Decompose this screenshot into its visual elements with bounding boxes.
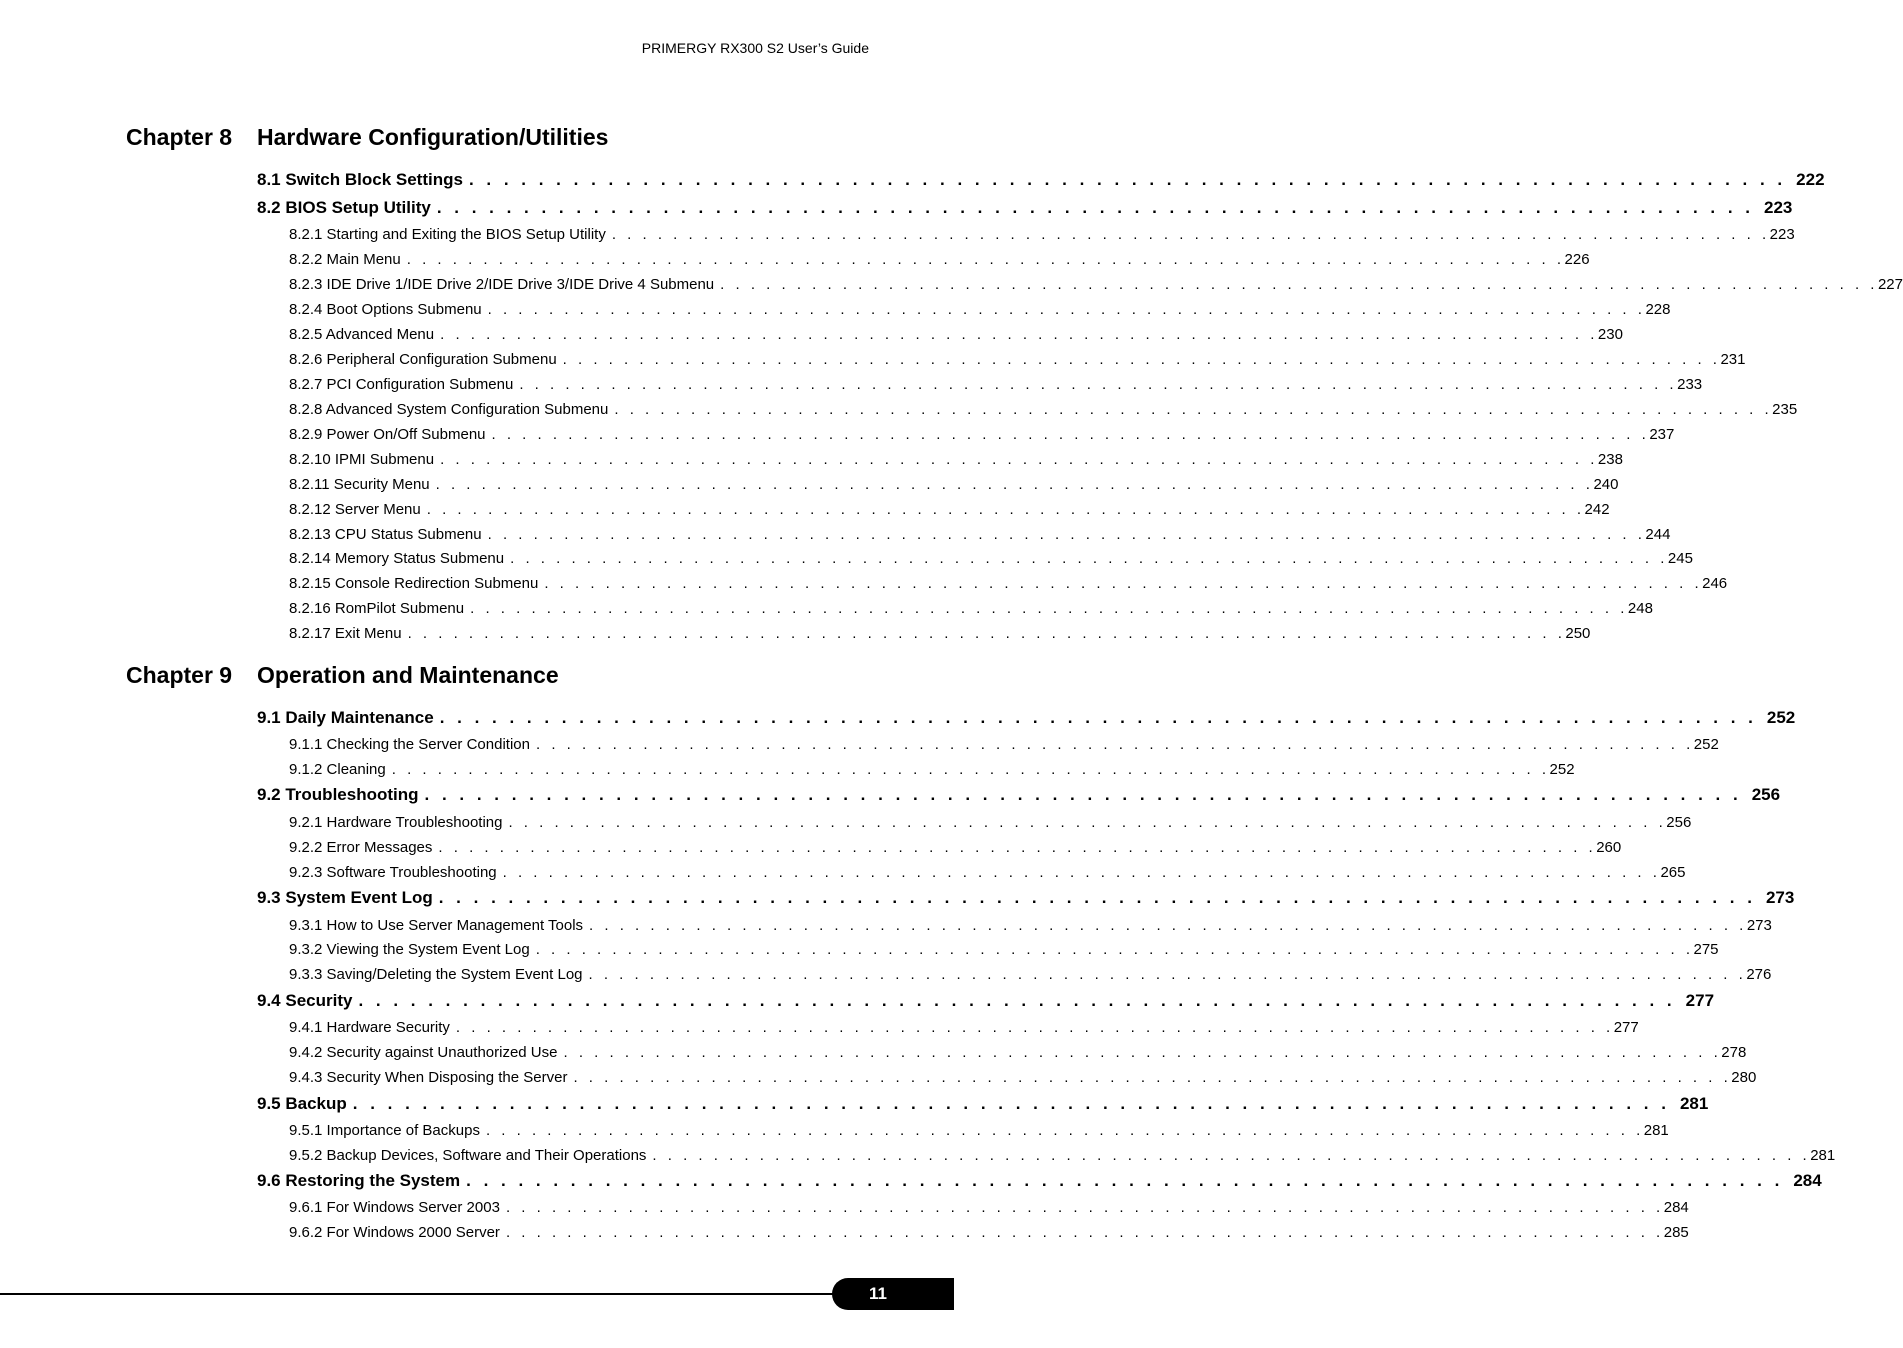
dot-leader: . . . . . . . . . . . . . . . . . . . . . . . . . . . . . . . . . . . . . . . . . . . . . . . . . . . . . . . . . . . . . . . . . . . . . . . . . . . . [535, 941, 1694, 958]
toc-entry-label: 9.3.1 How to Use Server Management Tools [289, 917, 584, 934]
dot-leader: . . . . . . . . . . . . . . . . . . . . . . . . . . . . . . . . . . . . . . . . . . . . . . . . . . . . . . . . . . . . . . . . . . . . . . . . . . . . [438, 839, 1597, 856]
toc-entry-label: 8.2.3 IDE Drive 1/IDE Drive 2/IDE Drive 3/IDE Drive 4 Submenu [289, 276, 715, 293]
toc-subsection-entry[interactable] [289, 526, 1671, 543]
toc-entry-label: 8.2.4 Boot Options Submenu [289, 301, 482, 318]
dot-leader: . . . . . . . . . . . . . . . . . . . . . . . . . . . . . . . . . . . . . . . . . . . . . . . . . . . . . . . . . . . . . . . . . . . . . . . . . . . . [406, 251, 1565, 268]
toc-entry-page: 248 [1627, 600, 1653, 617]
toc-entry-label: 9.4 Security [257, 991, 353, 1010]
dot-leader: . . . . . . . . . . . . . . . . . . . . . . . . . . . . . . . . . . . . . . . . . . . . . . . . . . . . . . . . . . . . . . . . . . . . . . . . . . . . [426, 501, 1585, 518]
toc-subsection-entry[interactable] [289, 301, 1671, 318]
toc-subsection-entry[interactable] [289, 625, 1591, 642]
running-header: PRIMERGY RX300 S2 User’s Guide [641, 40, 869, 56]
toc-entry-page: 277 [1613, 1019, 1639, 1036]
toc-entry-page: 284 [1663, 1199, 1689, 1216]
dot-leader: . . . . . . . . . . . . . . . . . . . . . . . . . . . . . . . . . . . . . . . . . . . . . . . . . . . . . . . . . . . . . . . . . . . . . . . . . . . . [440, 451, 1598, 468]
toc-entry-page: 281 [1810, 1147, 1836, 1164]
toc-entry-page: 222 [1796, 170, 1825, 189]
toc-subsection-entry[interactable] [289, 1069, 1757, 1086]
dot-leader: . . . . . . . . . . . . . . . . . . . . . . . . . . . . . . . . . . . . . . . . . . . . . . . . . . . . . . . . . . . . . . . . . . . . . . . . . . . . [614, 401, 1773, 418]
chapter-heading [126, 124, 608, 151]
toc-entry-page: 284 [1793, 1171, 1822, 1190]
dot-leader: . . . . . . . . . . . . . . . . . . . . . . . . . . . . . . . . . . . . . . . . . . . . . . . . . . . . . . . . . . . . . . . . . . . . . . . . . . . . [588, 966, 1747, 983]
dot-leader: . . . . . . . . . . . . . . . . . . . . . . . . . . . . . . . . . . . . . . . . . . . . . . . . . . . . . . . . . . . . . . . . . . . . . . . . . . . . [435, 476, 1594, 493]
dot-leader: . . . . . . . . . . . . . . . . . . . . . . . . . . . . . . . . . . . . . . . . . . . . . . . . . . . . . . . . . . . . . . . . . . . . . . . . . . . . [436, 198, 1755, 217]
dot-leader: . . . . . . . . . . . . . . . . . . . . . . . . . . . . . . . . . . . . . . . . . . . . . . . . . . . . . . . . . . . . . . . . . . . . . . . . . . . . [358, 991, 1676, 1010]
toc-entry-page: 245 [1667, 550, 1693, 567]
toc-entry-page: 223 [1769, 226, 1795, 243]
toc-entry-page: 256 [1751, 785, 1781, 804]
toc-entry-label: 8.2.6 Peripheral Configuration Submenu [289, 351, 557, 368]
toc-subsection-entry[interactable] [289, 226, 1795, 243]
toc-entry-page: 252 [1693, 736, 1719, 753]
toc-entry-label: 9.5.2 Backup Devices, Software and Their Operations [289, 1147, 647, 1164]
toc-subsection-entry[interactable] [289, 451, 1623, 468]
dot-leader: . . . . . . . . . . . . . . . . . . . . . . . . . . . . . . . . . . . . . . . . . . . . . . . . . . . . . . . . . . . . . . . . . . . . . . . . . . . . [391, 761, 1550, 778]
toc-entry-label: 9.3.3 Saving/Deleting the System Event Log [289, 966, 583, 983]
dot-leader: . . . . . . . . . . . . . . . . . . . . . . . . . . . . . . . . . . . . . . . . . . . . . . . . . . . . . . . . . . . . . . . . . . . . . . . . . . . . [573, 1069, 1732, 1086]
toc-section-entry[interactable] [257, 785, 1781, 805]
toc-section-entry[interactable] [257, 170, 1825, 190]
toc-entry-page: 250 [1565, 625, 1591, 642]
dot-leader: . . . . . . . . . . . . . . . . . . . . . . . . . . . . . . . . . . . . . . . . . . . . . . . . . . . . . . . . . . . . . . . . . . . . . . . . . . . . [535, 736, 1694, 753]
dot-leader: . . . . . . . . . . . . . . . . . . . . . . . . . . . . . . . . . . . . . . . . . . . . . . . . . . . . . . . . . . . . . . . . . . . . . . . . . . . . [352, 1094, 1670, 1113]
toc-entry-label: 9.1 Daily Maintenance [257, 708, 434, 727]
dot-leader: . . . . . . . . . . . . . . . . . . . . . . . . . . . . . . . . . . . . . . . . . . . . . . . . . . . . . . . . . . . . . . . . . . . . . . . . . . . . [519, 376, 1678, 393]
toc-section-entry[interactable] [257, 708, 1796, 728]
toc-entry-label: 8.2.13 CPU Status Submenu [289, 526, 482, 543]
dot-leader: . . . . . . . . . . . . . . . . . . . . . . . . . . . . . . . . . . . . . . . . . . . . . . . . . . . . . . . . . . . . . . . . . . . . . . . . . . . . [407, 625, 1566, 642]
dot-leader: . . . . . . . . . . . . . . . . . . . . . . . . . . . . . . . . . . . . . . . . . . . . . . . . . . . . . . . . . . . . . . . . . . . . . . . . . . . . [502, 864, 1661, 881]
toc-subsection-entry[interactable] [289, 426, 1675, 443]
toc-subsection-entry[interactable] [289, 966, 1772, 983]
toc-entry-page: 228 [1645, 301, 1671, 318]
toc-entry-page: 278 [1721, 1044, 1747, 1061]
toc-entry-page: 252 [1549, 761, 1575, 778]
toc-subsection-entry[interactable] [289, 1019, 1639, 1036]
dot-leader: . . . . . . . . . . . . . . . . . . . . . . . . . . . . . . . . . . . . . . . . . . . . . . . . . . . . . . . . . . . . . . . . . . . . . . . . . . . . [439, 708, 1757, 727]
toc-entry-page: 244 [1645, 526, 1671, 543]
toc-entry-page: 280 [1731, 1069, 1757, 1086]
toc-entry-page: 235 [1772, 401, 1798, 418]
dot-leader: . . . . . . . . . . . . . . . . . . . . . . . . . . . . . . . . . . . . . . . . . . . . . . . . . . . . . . . . . . . . . . . . . . . . . . . . . . . . [611, 226, 1770, 243]
dot-leader: . . . . . . . . . . . . . . . . . . . . . . . . . . . . . . . . . . . . . . . . . . . . . . . . . . . . . . . . . . . . . . . . . . . . . . . . . . . . [508, 814, 1667, 831]
toc-entry-label: 8.2.9 Power On/Off Submenu [289, 426, 486, 443]
dot-leader: . . . . . . . . . . . . . . . . . . . . . . . . . . . . . . . . . . . . . . . . . . . . . . . . . . . . . . . . . . . . . . . . . . . . . . . . . . . . [544, 575, 1703, 592]
toc-entry-page: 276 [1746, 966, 1772, 983]
dot-leader: . . . . . . . . . . . . . . . . . . . . . . . . . . . . . . . . . . . . . . . . . . . . . . . . . . . . . . . . . . . . . . . . . . . . . . . . . . . . [466, 1171, 1784, 1190]
chapter-title: Operation and Maintenance [257, 662, 559, 688]
toc-entry-label: 9.6.1 For Windows Server 2003 [289, 1199, 500, 1216]
toc-subsection-entry[interactable] [289, 917, 1772, 934]
chapter-title: Hardware Configuration/Utilities [257, 124, 609, 150]
dot-leader: . . . . . . . . . . . . . . . . . . . . . . . . . . . . . . . . . . . . . . . . . . . . . . . . . . . . . . . . . . . . . . . . . . . . . . . . . . . . [424, 785, 1742, 804]
toc-entry-label: 8.2.14 Memory Status Submenu [289, 550, 505, 567]
toc-entry-label: 8.2.10 IPMI Submenu [289, 451, 435, 468]
dot-leader: . . . . . . . . . . . . . . . . . . . . . . . . . . . . . . . . . . . . . . . . . . . . . . . . . . . . . . . . . . . . . . . . . . . . . . . . . . . . [505, 1199, 1664, 1216]
dot-leader: . . . . . . . . . . . . . . . . . . . . . . . . . . . . . . . . . . . . . . . . . . . . . . . . . . . . . . . . . . . . . . . . . . . . . . . . . . . . [510, 550, 1668, 567]
toc-entry-label: 9.1.2 Cleaning [289, 761, 386, 778]
dot-leader: . . . . . . . . . . . . . . . . . . . . . . . . . . . . . . . . . . . . . . . . . . . . . . . . . . . . . . . . . . . . . . . . . . . . . . . . . . . . [440, 326, 1598, 343]
toc-entry-label: 8.2 BIOS Setup Utility [257, 198, 431, 217]
toc-entry-page: 275 [1693, 941, 1719, 958]
toc-subsection-entry[interactable] [289, 501, 1610, 518]
toc-section-entry[interactable] [257, 1171, 1822, 1191]
toc-subsection-entry[interactable] [289, 476, 1619, 493]
toc-subsection-entry[interactable] [289, 276, 1903, 293]
dot-leader: . . . . . . . . . . . . . . . . . . . . . . . . . . . . . . . . . . . . . . . . . . . . . . . . . . . . . . . . . . . . . . . . . . . . . . . . . . . . [455, 1019, 1614, 1036]
toc-entry-label: 8.2.17 Exit Menu [289, 625, 402, 642]
dot-leader: . . . . . . . . . . . . . . . . . . . . . . . . . . . . . . . . . . . . . . . . . . . . . . . . . . . . . . . . . . . . . . . . . . . . . . . . . . . . [720, 276, 1878, 293]
toc-entry-label: 9.1.1 Checking the Server Condition [289, 736, 530, 753]
toc-subsection-entry[interactable] [289, 839, 1622, 856]
toc-entry-page: 277 [1685, 991, 1715, 1010]
toc-entry-label: 8.1 Switch Block Settings [257, 170, 463, 189]
toc-entry-page: 281 [1643, 1122, 1669, 1139]
toc-entry-page: 273 [1746, 917, 1772, 934]
toc-subsection-entry[interactable] [289, 761, 1575, 778]
toc-subsection-entry[interactable] [289, 814, 1692, 831]
toc-entry-label: 9.6 Restoring the System [257, 1171, 461, 1190]
dot-leader: . . . . . . . . . . . . . . . . . . . . . . . . . . . . . . . . . . . . . . . . . . . . . . . . . . . . . . . . . . . . . . . . . . . . . . . . . . . . [562, 351, 1721, 368]
toc-entry-label: 9.6.2 For Windows 2000 Server [289, 1224, 500, 1241]
toc-section-entry[interactable] [257, 198, 1793, 218]
toc-entry-page: 252 [1766, 708, 1796, 727]
toc-entry-label: 8.2.5 Advanced Menu [289, 326, 435, 343]
dot-leader: . . . . . . . . . . . . . . . . . . . . . . . . . . . . . . . . . . . . . . . . . . . . . . . . . . . . . . . . . . . . . . . . . . . . . . . . . . . . [487, 526, 1646, 543]
toc-entry-page: 281 [1679, 1094, 1709, 1113]
toc-entry-label: 9.5.1 Importance of Backups [289, 1122, 480, 1139]
dot-leader: . . . . . . . . . . . . . . . . . . . . . . . . . . . . . . . . . . . . . . . . . . . . . . . . . . . . . . . . . . . . . . . . . . . . . . . . . . . . [468, 170, 1787, 189]
toc-entry-label: 9.4.3 Security When Disposing the Server [289, 1069, 568, 1086]
footer-rule [0, 1293, 840, 1295]
dot-leader: . . . . . . . . . . . . . . . . . . . . . . . . . . . . . . . . . . . . . . . . . . . . . . . . . . . . . . . . . . . . . . . . . . . . . . . . . . . . [485, 1122, 1644, 1139]
toc-entry-page: 273 [1765, 888, 1795, 907]
toc-entry-page: 238 [1597, 451, 1623, 468]
toc-entry-label: 9.4.1 Hardware Security [289, 1019, 450, 1036]
toc-subsection-entry[interactable] [289, 251, 1590, 268]
toc-subsection-entry[interactable] [289, 1199, 1689, 1216]
toc-entry-label: 9.2.2 Error Messages [289, 839, 433, 856]
dot-leader: . . . . . . . . . . . . . . . . . . . . . . . . . . . . . . . . . . . . . . . . . . . . . . . . . . . . . . . . . . . . . . . . . . . . . . . . . . . . [563, 1044, 1722, 1061]
toc-entry-page: 256 [1666, 814, 1692, 831]
toc-entry-label: 9.5 Backup [257, 1094, 347, 1113]
page-number: 11 [869, 1284, 887, 1303]
toc-entry-label: 9.3.2 Viewing the System Event Log [289, 941, 530, 958]
toc-entry-page: 226 [1564, 251, 1590, 268]
toc-entry-page: 246 [1702, 575, 1728, 592]
toc-entry-label: 9.2.1 Hardware Troubleshooting [289, 814, 503, 831]
toc-entry-page: 240 [1593, 476, 1619, 493]
toc-entry-label: 8.2.2 Main Menu [289, 251, 401, 268]
toc-entry-label: 8.2.7 PCI Configuration Submenu [289, 376, 514, 393]
toc-entry-page: 223 [1764, 198, 1793, 217]
toc-entry-label: 9.2.3 Software Troubleshooting [289, 864, 497, 881]
page-number-tab [832, 1278, 954, 1310]
toc-subsection-entry[interactable] [289, 1224, 1689, 1241]
toc-entry-label: 8.2.12 Server Menu [289, 501, 421, 518]
dot-leader: . . . . . . . . . . . . . . . . . . . . . . . . . . . . . . . . . . . . . . . . . . . . . . . . . . . . . . . . . . . . . . . . . . . . . . . . . . . . [652, 1147, 1811, 1164]
chapter-number: Chapter 9 [126, 662, 233, 688]
toc-entry-page: 233 [1677, 376, 1703, 393]
toc-entry-page: 231 [1720, 351, 1746, 368]
toc-subsection-entry[interactable] [289, 1147, 1836, 1164]
toc-entry-label: 9.4.2 Security against Unauthorized Use [289, 1044, 558, 1061]
dot-leader: . . . . . . . . . . . . . . . . . . . . . . . . . . . . . . . . . . . . . . . . . . . . . . . . . . . . . . . . . . . . . . . . . . . . . . . . . . . . [487, 301, 1646, 318]
toc-subsection-entry[interactable] [289, 864, 1686, 881]
toc-subsection-entry[interactable] [289, 376, 1703, 393]
dot-leader: . . . . . . . . . . . . . . . . . . . . . . . . . . . . . . . . . . . . . . . . . . . . . . . . . . . . . . . . . . . . . . . . . . . . . . . . . . . . [491, 426, 1650, 443]
toc-entry-label: 9.3 System Event Log [257, 888, 433, 907]
dot-leader: . . . . . . . . . . . . . . . . . . . . . . . . . . . . . . . . . . . . . . . . . . . . . . . . . . . . . . . . . . . . . . . . . . . . . . . . . . . . [589, 917, 1747, 934]
dot-leader: . . . . . . . . . . . . . . . . . . . . . . . . . . . . . . . . . . . . . . . . . . . . . . . . . . . . . . . . . . . . . . . . . . . . . . . . . . . . [505, 1224, 1664, 1241]
toc-section-entry[interactable] [257, 888, 1795, 908]
toc-entry-label: 9.2 Troubleshooting [257, 785, 419, 804]
toc-entry-label: 8.2.8 Advanced System Configuration Submenu [289, 401, 609, 418]
chapter-heading [126, 662, 559, 689]
toc-entry-label: 8.2.15 Console Redirection Submenu [289, 575, 539, 592]
toc-subsection-entry[interactable] [289, 326, 1623, 343]
toc-section-entry[interactable] [257, 1094, 1709, 1114]
toc-entry-label: 8.2.1 Starting and Exiting the BIOS Setup Utility [289, 226, 606, 243]
toc-entry-page: 242 [1584, 501, 1610, 518]
toc-entry-page: 237 [1649, 426, 1675, 443]
dot-leader: . . . . . . . . . . . . . . . . . . . . . . . . . . . . . . . . . . . . . . . . . . . . . . . . . . . . . . . . . . . . . . . . . . . . . . . . . . . . [438, 888, 1756, 907]
toc-entry-page: 285 [1663, 1224, 1689, 1241]
dot-leader: . . . . . . . . . . . . . . . . . . . . . . . . . . . . . . . . . . . . . . . . . . . . . . . . . . . . . . . . . . . . . . . . . . . . . . . . . . . . [470, 600, 1628, 617]
toc-subsection-entry[interactable] [289, 941, 1719, 958]
toc-entry-label: 8.2.11 Security Menu [289, 476, 430, 493]
toc-entry-page: 230 [1597, 326, 1623, 343]
toc-entry-page: 265 [1660, 864, 1686, 881]
toc-subsection-entry[interactable] [289, 1044, 1747, 1061]
toc-subsection-entry[interactable] [289, 1122, 1669, 1139]
toc-subsection-entry[interactable] [289, 575, 1728, 592]
toc-section-entry[interactable] [257, 991, 1715, 1011]
toc-subsection-entry[interactable] [289, 736, 1719, 753]
toc-entry-page: 260 [1596, 839, 1622, 856]
toc-entry-label: 8.2.16 RomPilot Submenu [289, 600, 465, 617]
toc-subsection-entry[interactable] [289, 550, 1693, 567]
chapter-number: Chapter 8 [126, 124, 233, 150]
toc-subsection-entry[interactable] [289, 401, 1798, 418]
toc-entry-page: 227 [1877, 276, 1903, 293]
toc-subsection-entry[interactable] [289, 351, 1746, 368]
toc-subsection-entry[interactable] [289, 600, 1653, 617]
